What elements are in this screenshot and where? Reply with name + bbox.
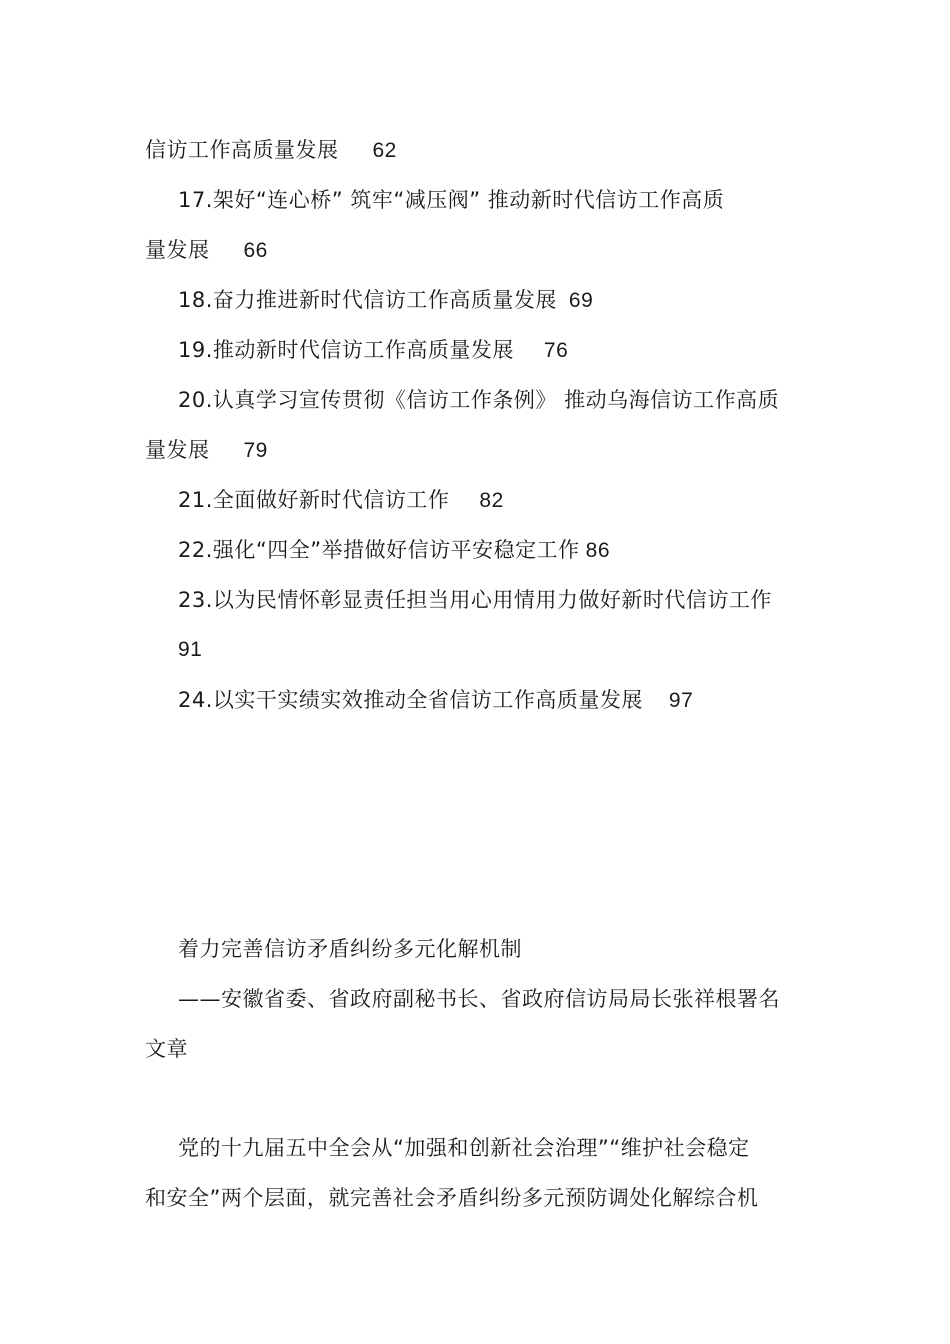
toc-item-16-continuation <box>145 135 397 166</box>
toc-item-text: 信访工作高质量发展 <box>145 138 339 162</box>
toc-item-23-page <box>178 635 202 665</box>
toc-item-text: 20.认真学习宣传贯彻《信访工作条例》 推动乌海信访工作高质 <box>178 388 780 412</box>
toc-item-22 <box>178 535 610 566</box>
toc-item-19 <box>178 335 568 366</box>
toc-item-18 <box>178 285 593 316</box>
toc-page-number: 66 <box>243 239 268 262</box>
toc-page-number: 86 <box>585 539 611 562</box>
toc-item-text: 17.架好“连心桥” 筑牢“减压阀” 推动新时代信访工作高质 <box>178 188 725 212</box>
article-subtitle-continuation: 文章 <box>145 1037 188 1061</box>
article-body-paragraph: 党的十九届五中全会从“加强和创新社会治理”“维护社会稳定 <box>178 1136 750 1160</box>
toc-item-text: 量发展 <box>145 238 210 262</box>
toc-item-text: 19.推动新时代信访工作高质量发展 <box>178 338 514 362</box>
article-subtitle: ——安徽省委、省政府副秘书长、省政府信访局局长张祥根署名 <box>178 987 780 1011</box>
toc-page-number: 69 <box>568 289 594 312</box>
toc-item-24 <box>178 685 693 716</box>
toc-item-text: 量发展 <box>145 438 210 462</box>
toc-page-number: 91 <box>178 638 203 661</box>
toc-page-number: 97 <box>668 689 694 712</box>
toc-item-17-continuation <box>145 235 268 266</box>
toc-page-number: 76 <box>543 339 569 362</box>
toc-item-text: 22.强化“四全”举措做好信访平安稳定工作 <box>178 538 580 562</box>
article-body-paragraph-continuation: 和安全”两个层面，就完善社会矛盾纠纷多元预防调处化解综合机 <box>145 1186 759 1210</box>
toc-item-text: 18.奋力推进新时代信访工作高质量发展 <box>178 288 557 312</box>
toc-item-23 <box>178 585 772 615</box>
toc-page-number: 62 <box>372 139 397 162</box>
article-title: 着力完善信访矛盾纠纷多元化解机制 <box>178 937 522 961</box>
toc-item-17 <box>178 185 724 215</box>
toc-page-number: 82 <box>479 489 504 512</box>
toc-item-text: 23.以为民情怀彰显责任担当用心用情用力做好新时代信访工作 <box>178 588 772 612</box>
toc-item-20-continuation <box>145 435 268 466</box>
toc-item-text: 21.全面做好新时代信访工作 <box>178 488 450 512</box>
toc-page-number: 79 <box>243 439 268 462</box>
toc-item-text: 24.以实干实绩实效推动全省信访工作高质量发展 <box>178 688 643 712</box>
toc-item-20 <box>178 385 779 415</box>
toc-item-21 <box>178 485 504 516</box>
